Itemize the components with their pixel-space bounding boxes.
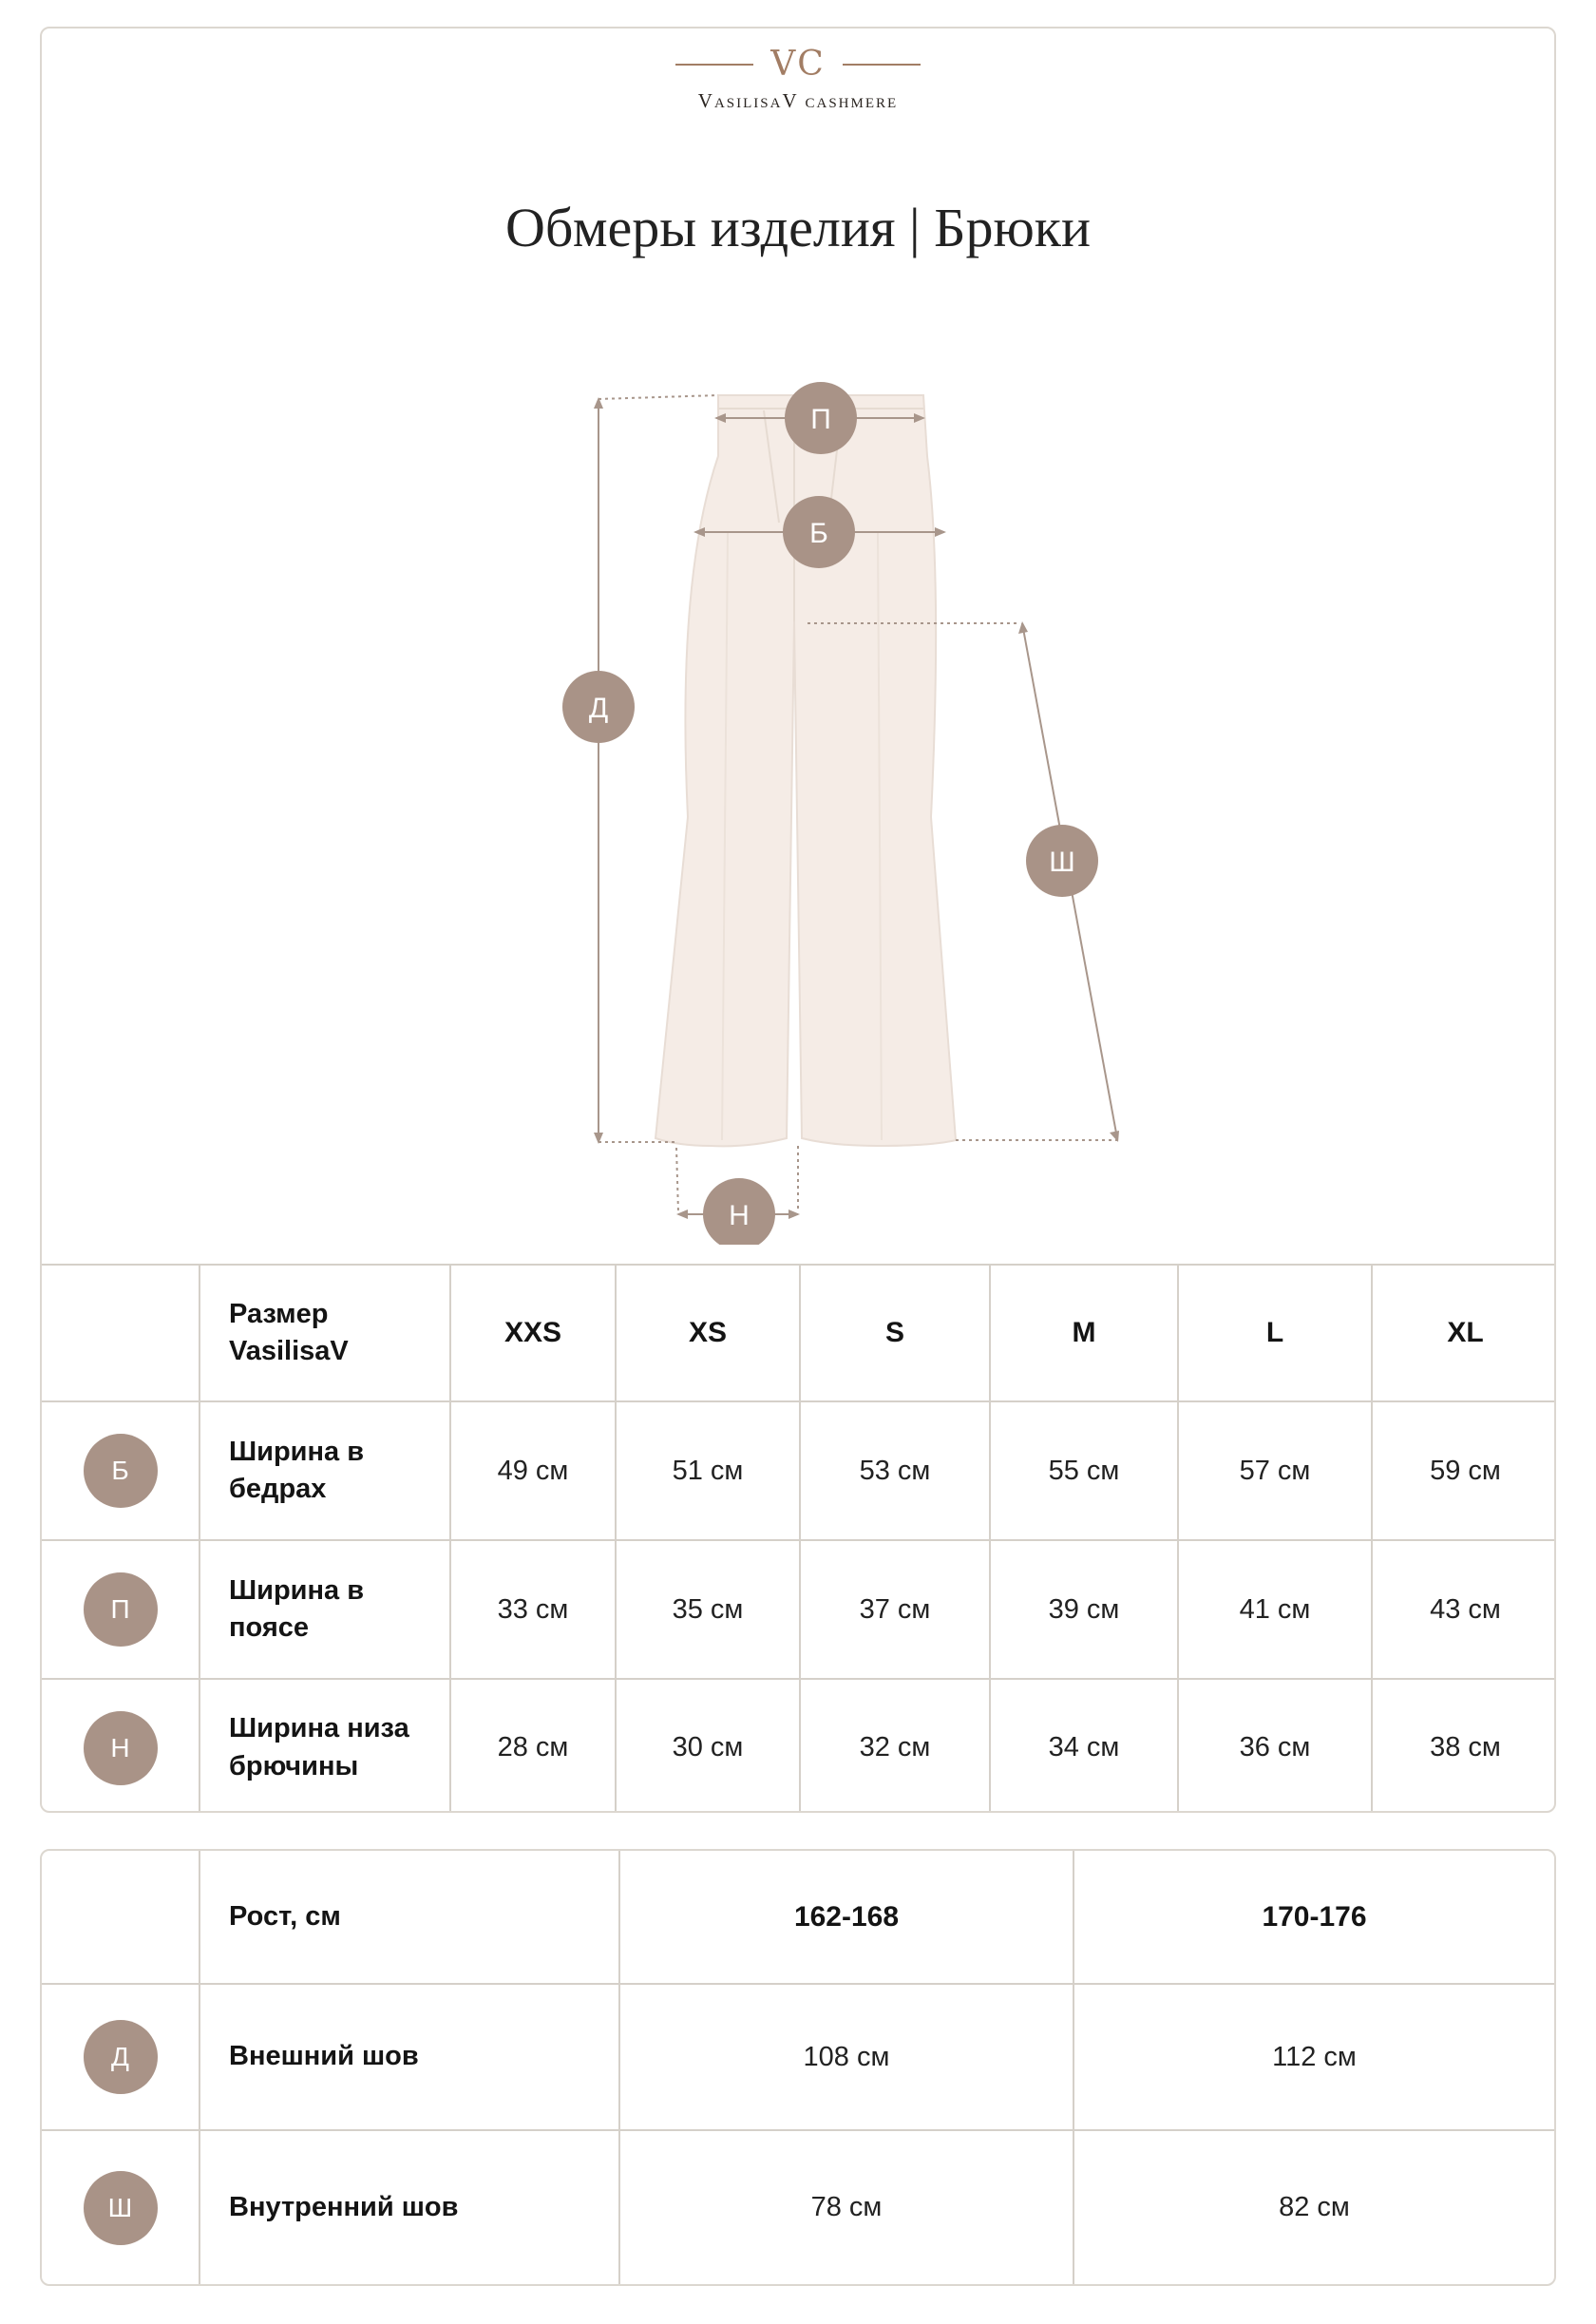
table-cell: 33 см [450,1540,616,1679]
svg-text:Б: Б [809,518,828,549]
height-chart-card [40,1849,1556,2286]
table-cell: 28 см [450,1679,616,1813]
table-cell: 49 см [450,1401,616,1540]
size-col-xxs: XXS [450,1265,616,1401]
height-table [42,1851,1554,2284]
table-row [42,1679,1556,1813]
table-cell: 78 см [619,2130,1074,2284]
height-col-2: 170-176 [1074,1851,1554,1984]
size-col-s: S [800,1265,990,1401]
row-badge: Ш [84,2171,158,2245]
table-cell: 59 см [1372,1401,1556,1540]
logo-rule-right [843,64,921,66]
label-inseam [1026,825,1098,897]
height-col-1: 162-168 [619,1851,1074,1984]
row-label: Ширина в бедрах [200,1401,450,1540]
table-cell: 32 см [800,1679,990,1813]
table-cell: 30 см [616,1679,800,1813]
row-label: Внутренний шов [200,2130,619,2284]
logo-brand-name: VasilisaV cashmere [697,89,899,112]
size-table [42,1264,1556,1813]
table-row [42,1540,1556,1679]
table-cell: 41 см [1178,1540,1372,1679]
size-col-l: L [1178,1265,1372,1401]
corner-cell [42,1265,200,1401]
size-col-xs: XS [616,1265,800,1401]
table-cell: 108 см [619,1984,1074,2130]
table-cell: 34 см [990,1679,1178,1813]
row-badge: Б [84,1434,158,1508]
size-header-label: Размер VasilisaV [200,1265,450,1401]
row-badge: Н [84,1711,158,1785]
svg-text:Н: Н [729,1200,750,1231]
table-cell: 39 см [990,1540,1178,1679]
table-cell: 38 см [1430,1732,1501,1762]
table-cell: 55 см [990,1401,1178,1540]
table-row [42,1401,1556,1540]
label-waist [785,382,857,454]
table-cell: 36 см [1178,1679,1372,1813]
size-header-row [42,1265,1556,1401]
corner-cell [42,1851,200,1984]
size-col-m: M [990,1265,1178,1401]
svg-text:П: П [810,404,831,435]
row-badge: П [84,1572,158,1647]
table-cell: 37 см [800,1540,990,1679]
label-length [562,671,635,743]
height-header-label: Рост, см [200,1851,619,1984]
size-chart-card [40,27,1556,1813]
table-cell: 35 см [616,1540,800,1679]
table-cell: 112 см [1074,1984,1554,2130]
svg-text:Д: Д [588,693,609,724]
size-col-xl: XL [1372,1265,1556,1401]
table-cell: 51 см [616,1401,800,1540]
height-header-row [42,1851,1554,1984]
label-bottom [703,1178,775,1245]
table-row [42,1984,1554,2130]
logo-rule-left [675,64,753,66]
table-cell: 43 см [1372,1540,1556,1679]
table-cell: 53 см [800,1401,990,1540]
logo-monogram: VC [770,45,826,84]
row-label: Ширина низа брючины [200,1679,450,1813]
row-label: Внешний шов [200,1984,619,2130]
table-row [42,2130,1554,2284]
table-cell: 57 см [1178,1401,1372,1540]
page-title: Обмеры изделия | Брюки [504,197,1092,258]
svg-text:Ш: Ш [1049,847,1075,878]
label-hips [783,496,855,568]
brand-logo [42,45,1554,113]
pants-measurement-diagram [42,342,1556,1245]
row-badge: Д [84,2020,158,2094]
table-cell: 82 см [1279,2192,1350,2222]
row-label: Ширина в поясе [200,1540,450,1679]
